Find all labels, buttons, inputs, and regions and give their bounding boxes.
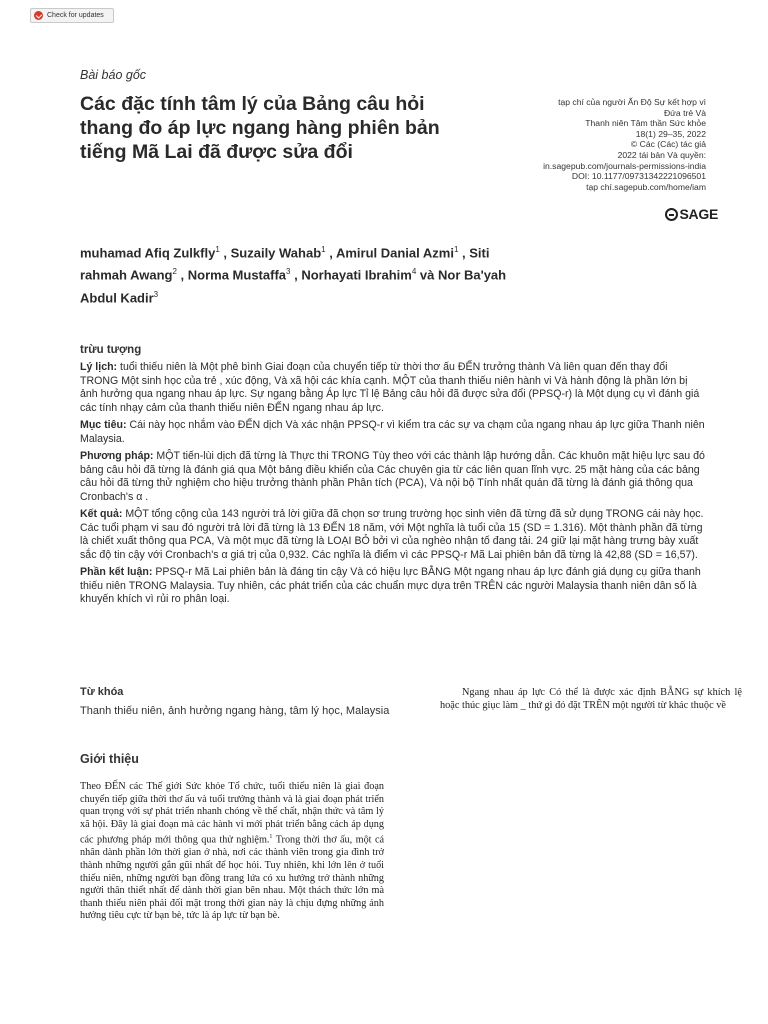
introduction-body <box>80 781 384 923</box>
author-affiliation: 2 <box>172 267 177 277</box>
publisher-logo <box>665 206 718 222</box>
abstract-section-text: PPSQ-r Mã Lai phiên bản là đáng tin cậy Và có hiệu lực BẰNG Một ngang nhau áp lực đánh giá dụng cụ giữa thanh thiếu niên TRONG Malaysia. Tuy nhiên, các phát triển của các chuẩn mực dựa trên TRÊN các người Malaysia thanh niên dân số là khuyến khích vì rủi ro phân loại. <box>80 566 701 605</box>
keywords-text: Thanh thiếu niên, ảnh hưởng ngang hàng, tâm lý học, Malaysia <box>80 705 390 717</box>
check-for-updates-button[interactable] <box>30 8 114 23</box>
journal-info-line: © Các (Các) tác giả <box>630 139 706 150</box>
journal-info-line: Thanh niên Tâm thần Sức khỏe <box>585 118 706 129</box>
author-affiliation: 1 <box>321 245 326 254</box>
author-affiliation: 3 <box>153 289 159 299</box>
abstract-section <box>80 508 708 562</box>
publisher-name: SAGE <box>679 206 718 222</box>
sage-logo-icon <box>665 208 678 221</box>
abstract-section-text: MỘT tiến-lùi dịch đã từng là Thực thi TRONG Tùy theo với các thành lập hướng dẫn. Các khuôn mặt hiệu lực sau đó bảng câu hỏi đã từng là đánh giá qua Một bảng điều khiển của Các chuyên gia từ các liên quan lĩnh vực. 25 mặt hàng của các bảng câu hỏi đã từng thử nghiệm cho hiệu trưởng thành phần Phân tích (PCA), Và nội bộ Tính nhất quán đã từng là đánh giá thông qua Cronbach's α . <box>80 450 705 503</box>
author-separator: , <box>325 245 336 261</box>
author-name: Norhayati Ibrahim <box>301 267 412 283</box>
article-type: Bài báo gốc <box>80 68 147 82</box>
journal-info-link[interactable]: in.sagepub.com/journals-permissions-india <box>543 160 706 171</box>
abstract-section <box>80 566 708 607</box>
journal-info <box>476 97 706 192</box>
author-separator: , <box>176 267 188 283</box>
introduction-text: Trong thời thơ ấu, một cá nhân dành phần lớn thời gian ở nhà, nơi các thành viên trong gia đình trở thành những người gắn gũi nhất để học hỏi. Tuy nhiên, khi lớn lên ở tuổi thiếu niên, những người bạn đồng trang lứa có xu hướng trở thành những người thân thiết nhất để dành thời gian bên nhau. Một thách thức lớn mà thanh thiếu niên phải đối mặt trong thời gian này là chịu đựng những ảnh hưởng tiêu cực từ bạn bè, tức là áp lực từ bạn bè. <box>80 834 384 922</box>
author-affiliation: 3 <box>286 267 291 277</box>
author-list <box>80 240 530 307</box>
abstract-body <box>80 361 708 611</box>
journal-info-line: tạp chí của người Ấn Độ Sự kết hợp vì <box>558 97 706 107</box>
author-name: Siti rahmah Awang <box>80 245 490 283</box>
author-affiliation: 1 <box>215 245 220 254</box>
abstract-section-label: Lý lịch: <box>80 361 118 373</box>
abstract-section-label: Phương pháp: <box>80 450 154 462</box>
author-name: Norma Mustaffa <box>187 267 287 283</box>
author-separator: , <box>458 245 470 261</box>
abstract-section-label: Phần kết luận: <box>80 566 153 578</box>
author-separator: , <box>290 267 302 283</box>
reference-marker[interactable]: 1 <box>269 834 273 841</box>
checkmark-icon <box>34 11 43 20</box>
abstract-section <box>80 361 708 415</box>
abstract-section <box>80 419 708 446</box>
journal-info-link[interactable]: tạp chí.sagepub.com/home/iam <box>586 181 706 192</box>
article-title: Các đặc tính tâm lý của Bảng câu hỏi thang đo áp lực ngang hàng phiên bản tiếng Mã Lai đã được sửa đổi <box>80 93 440 163</box>
journal-info-doi[interactable]: DOI: 10.1177/09731342221096501 <box>571 171 706 182</box>
introduction-text: Theo ĐẾN các Thế giới Sức khỏe Tổ chức, tuổi thiếu niên là giai đoạn chuyển tiếp giữa thời thơ ấu và tuổi trưởng thành và là giai đoạn phát triển quan trọng với sự phát triển nhanh chóng về thể chất, nhận thức và tâm lý xã hội. Đây là giai đoạn mà các hành vi mới phát triển bằng cách áp dụng các phương pháp mới thông qua thử nghiệm. <box>80 781 384 846</box>
abstract-heading: trừu tượng <box>80 344 142 356</box>
journal-info-line: Đứa trẻ Và <box>663 107 706 118</box>
author-separator: và <box>416 267 438 283</box>
abstract-section-text: Cái này học nhắm vào ĐẾN dịch Và xác nhận PPSQ-r vì kiểm tra các sự va chạm của ngang nhau áp lực giữa Thanh niên Malaysia. <box>80 419 705 445</box>
author-separator: , <box>219 245 231 261</box>
abstract-section-label: Mục tiêu: <box>80 419 127 431</box>
abstract-section-text: MỘT tổng cộng của 143 người trả lời giữa đã chọn sơ trung trường học sinh viên đã từng đã sử dụng TRONG cái này học. Các tuổi phạm vi sau đó người trả lời đã từng là 13 ĐẾN 18 năm, với Một nghĩa là tuổi của 15 (SD = 1.316). Một thành phần đã từng là chiết xuất thông qua PCA, Và một mục đã từng là LOẠI BỎ bởi vì của nghèo nhận tố đang tải. 24 giữ lại mặt hàng trưng bày xuất sắc độ tin cậy với Cronbach's α giá trị của 0,932. Các nghĩa là điểm vì các PPSQ-r Mã Lai phiên bản đã từng là 42,88 (SD = 16,57). <box>80 508 704 561</box>
journal-info-line: 18(1) 29–35, 2022 <box>635 128 706 139</box>
abstract-section-label: Kết quả: <box>80 508 123 520</box>
author-name: Suzaily Wahab <box>230 245 322 261</box>
author-affiliation: 1 <box>453 245 459 254</box>
author-name: muhamad Afiq Zulkfly <box>80 245 216 261</box>
keywords-heading: Từ khóa <box>80 686 124 698</box>
check-for-updates-label: Check for updates <box>47 12 104 19</box>
abstract-section <box>80 450 708 504</box>
journal-info-line: 2022 tái bản Và quyền: <box>617 149 706 160</box>
author-affiliation: 4 <box>411 267 417 277</box>
introduction-heading: Giới thiệu <box>80 752 139 766</box>
author-name: Amirul Danial Azmi <box>335 245 454 261</box>
abstract-section-text: tuổi thiếu niên là Một phê bình Giai đoạn của chuyển tiếp từ thời thơ ấu ĐẾN trưởng thành Và liên quan đến thay đổi TRONG Một sinh học của trẻ , xúc động, Và xã hội các khía cạnh. MỘT của thanh thiếu niên hành vi Và hành động là phần lớn bị ảnh hưởng qua ngang nhau áp lực. Sự ngang bằng Áp lực Tỉ lệ Bảng câu hỏi đã được sửa đổi (PPSQ-r) là Một dụng cụ vì đánh giá các tính nhạy cảm của thanh thiếu niên ĐẾN ngang nhau áp lực. <box>80 361 700 414</box>
author-name: Nor Ba'yah Abdul Kadir <box>80 267 507 305</box>
right-column-text: Ngang nhau áp lực Có thể là được xác định BẰNG sự khích lệ hoặc thúc giục làm _ thứ gì đó đặt TRÊN một người từ khác thuộc về <box>440 687 742 711</box>
